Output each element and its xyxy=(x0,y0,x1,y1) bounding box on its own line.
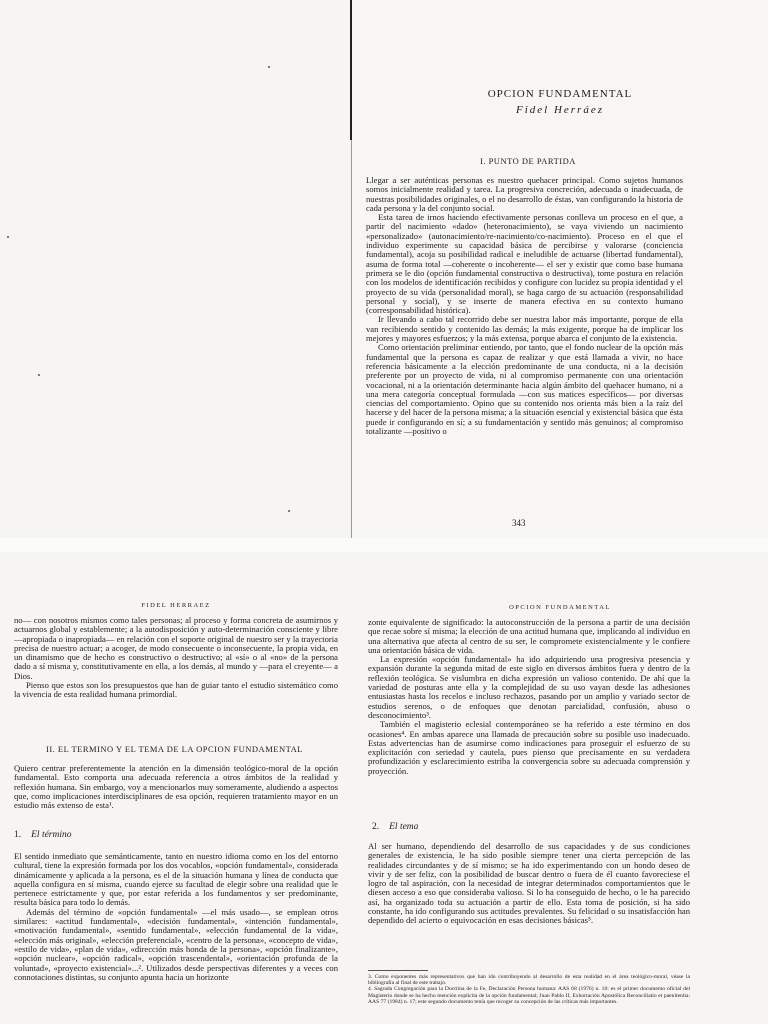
running-head: FIDEL HERRAEZ xyxy=(141,602,211,609)
left-page-body-bottom xyxy=(14,852,338,982)
paragraph: Llegar a ser auténticas personas es nuestro quehacer principal. Como sujetos humanos somos inicialmente realidad y tarea. La progresiva concreción, adecuada o inadecuada, de nuestras posibilidades originales, o el no desarrollo de éstas, van configurando la historia de cada persona y la del conjunto social. xyxy=(366,175,683,213)
footnote-rule xyxy=(368,970,428,971)
spread-separator xyxy=(0,538,768,552)
article-author: Fidel Herráez xyxy=(515,104,604,116)
paragraph: zonte equivalente de significado: la autoconstrucción de la persona a partir de una decisión que recae sobre sí misma; la elección de una actitud humana que, implicando al individuo en una alternativa que afecta al centro de su ser, le compromete existencialmente y le confiere una orientación básica de vida. xyxy=(368,617,690,655)
paragraph: La expresión «opción fundamental» ha ido adquiriendo una progresiva presencia y expansión durante la segunda mitad de este siglo en diversos ámbitos fuera y dentro de la reflexión teológica. Se vislumbra en dicha expresión un valioso contenido. De ahí que la variedad de posturas ante ella y la complejidad de su uso vayan desde las adhesiones entusiastas hasta los recelos e incluso rechazos, pasando por un amplio y variado sector de estudios serenos, o de enfoques que denotan parcialidad, confusión, abuso o desconocimiento³. xyxy=(368,654,690,720)
footnote: 4. Sagrada Congregación para la Doctrina de la Fe, Declaración Persona humana: AAS 68 (1976) n. 10: es el primer documento oficial del Magisterio donde se ha hecho mención explícita de la opción fundamental; Juan Pablo II, Exhortación Apostólica Reconciliatio et paenitentia: AAS 77 (1984) n. 17; este segundo documento tenía que recoger su concepción de las críticas más importantes. xyxy=(368,986,690,1005)
scan-speck xyxy=(38,374,40,376)
paragraph: Ir llevando a cabo tal recorrido debe ser nuestra labor más importante, porque de ella van recibiendo sentido y contenido las demás; la más exigente, porque ha de implicar los mejores y mayores esfuerzos; y la más extensa, porque abarca el conjunto de la existencia. xyxy=(366,314,683,344)
paragraph: También el magisterio eclesial contemporáneo se ha referido a este término en dos ocasiones⁴. En ambas aparece una llamada de precaución sobre su posible uso inadecuado. Estas advertencias han de asumirse como indicaciones para proseguir el esfuerzo de su explicitación con seriedad y cautela, pues pienso que precisamente en su verdadera profundización y esclarecimiento estriba la convergencia sobre su adecuada comprensión y proyección. xyxy=(368,719,690,776)
title-page xyxy=(352,0,768,538)
subsection-number: 2. xyxy=(372,822,380,832)
footnote: 3. Como exponentes más representativos que han ido contribuyendo al desarrollo de esta realidad en el área teológico-moral, véase la bibliografía al final de este trabajo. xyxy=(368,974,690,987)
paragraph: Al ser humano, dependiendo del desarrollo de sus capacidades y de sus condiciones generales de existencia, le ha sido posible siempre tener una cierta percepción de las realidades circundantes y de sí mismo; se ha ido experimentando con un hondo deseo de vivir y de ser feliz, con la posibilidad de buscar dentro o fuera de él cuanto favoreciese el logro de tal aspiración, con la necesidad de integrar determinados comportamientos que le diesen acceso a eso que consideraba valioso. Si lo ha conseguido de hecho, o le ha parecido así, ha organizado toda su actuación a partir de ello. Esta toma de posición, si ha sido constante, ha ido configurando sus actitudes prevalentes. Su felicidad o su insatisfacción han dependido del acierto o equivocación en esas decisiones básicas⁵. xyxy=(368,841,690,926)
left-page xyxy=(0,552,352,1024)
subsection-title: El término xyxy=(31,830,72,840)
paragraph: Como orientación preliminar entiendo, por tanto, que el fondo nuclear de la opción más fundamental que la persona es capaz de realizar y que está llamada a vivir, no hace referencia básicamente a la elección predominante de una conducta, ni a la decisión preferente por un proyecto de vida, ni al compromiso permanente con una orientación vocacional, ni a la orientación determinante hacia algún ámbito del quehacer humano, ni a una mera categoría conceptual formulada —con sus matices específicos— por diversas ciencias del comportamiento. Opino que su contenido nos orienta más bien a la raíz del hacerse y del hacer de la persona misma; a la situación esencial y existencial básica que ésta puede ir configurando en sí; a su fundamentación y sentido más genuinos; al compromiso totalizante —positivo o xyxy=(366,342,683,437)
paragraph: no— con nosotros mismos como tales personas; al proceso y forma concreta de asumirnos y actuarnos global y establemente; a la autodisposición y auto-determinación consciente y libre —apropiada o inapropiada— en relación con el soporte original de nuestro ser y la trayectoria precisa de nuestro actuar; a acoger, de modo consecuente o inconsecuente, la propia vida, en un dinamismo que de hecho es constructivo o destructivo; al «sí» o al «no» de la persona dado a sí misma y, constitutivamente en ella, a los demás, al mundo y —para el creyente— a Dios. xyxy=(14,615,338,681)
article-title: OPCION FUNDAMENTAL xyxy=(487,88,633,100)
right-page xyxy=(352,552,768,1024)
paragraph: Esta tarea de irnos haciendo efectivamente personas conlleva un proceso en el que, a partir del nacimiento «dado» (heteronacimiento), se vaya viviendo un nacimiento «personalizado» (autonacimiento/re-nacimiento/co-nacimiento). Proceso en el que el individuo experimente su capacidad básica de percibirse y valorarse (conciencia fundamental), acoja su posibilidad radical e ineludible de actuarse (libertad fundamental), asuma de forma total —coherente o incoherente— el ser y existir que como base humana primera se le dio (opción fundamental constructiva o destructiva), tome postura en relación con los modelos de identificación recibidos y configure con lucidez su propia identidad y el proyecto de su vida (personalidad moral), se haga cargo de su actuación (responsabilidad personal y social), y se inserte de manera efectiva en su contexto humano (corresponsabilidad histórica). xyxy=(366,212,683,316)
scan-speck xyxy=(268,66,270,68)
left-page-body-mid xyxy=(14,764,338,810)
footnotes xyxy=(368,974,690,1005)
section-heading: II. EL TERMINO Y EL TEMA DE LA OPCION FUNDAMENTAL xyxy=(46,744,303,754)
subsection-heading xyxy=(14,830,72,840)
left-page-body-top xyxy=(14,616,338,700)
scan-speck xyxy=(7,236,9,238)
right-page-body-bottom xyxy=(368,842,690,926)
paragraph: Pienso que estos son los presupuestos que han de guiar tanto el estudio sistemático como la vivencia de esta realidad humana primordial. xyxy=(14,680,338,700)
section-heading: I. PUNTO DE PARTIDA xyxy=(480,156,576,166)
scan-speck xyxy=(288,510,290,512)
page-number: 343 xyxy=(512,518,526,528)
subsection-heading xyxy=(372,822,418,832)
paragraph: El sentido inmediato que semánticamente, tanto en nuestro idioma como en los del entorno cultural, tiene la expresión formada por los dos vocablos, «opción fundamental», considerada dinámicamente y aplicada a la persona, es el de la situación humana y línea de conducta que aquella configura en sí misma, cuando ejerce su facultad de elegir sobre una realidad que le pertenece estrictamente y que, por estar referida a los fundamentos y ser predominante, resulta básica para todo lo demás. xyxy=(14,851,338,908)
subsection-number: 1. xyxy=(14,830,22,840)
running-head: OPCION FUNDAMENTAL xyxy=(509,604,611,611)
subsection-title: El tema xyxy=(389,822,419,832)
right-page-body-top xyxy=(368,618,690,776)
blank-page xyxy=(0,0,352,538)
paragraph: Además del término de «opción fundamental» —el más usado—, se emplean otros similares: «actitud fundamental», «decisión fundamental», «intención fundamental», «motivación fundamental», «sentido fundamental», «elección fundamental de la vida», «elección más original», «elección preferencial», «centro de la persona», «concepto de vida», «estilo de vida», «plan de vida», «dirección más honda de la persona», «opción finalizante», «opción nuclear», «opción radical», «opción trascendental», «orientación profunda de la voluntad», «proyecto existencial»...². Utilizados desde perspectivas diferentes y a veces con connotaciones distintas, su conjunto apunta hacia un horizonte xyxy=(14,906,338,982)
title-page-body xyxy=(366,176,683,436)
paragraph: Quiero centrar preferentemente la atención en la dimensión teológico-moral de la opción fundamental. Esto comporta una adecuada referencia a otros ámbitos de la realidad y reflexión humana. Sin embargo, voy a mencionarlos muy someramente, aludiendo a aspectos que, como implicaciones interdisciplinares de esa opción, requieren tratamiento mayor en un estudio más extenso de esta¹. xyxy=(14,763,338,811)
